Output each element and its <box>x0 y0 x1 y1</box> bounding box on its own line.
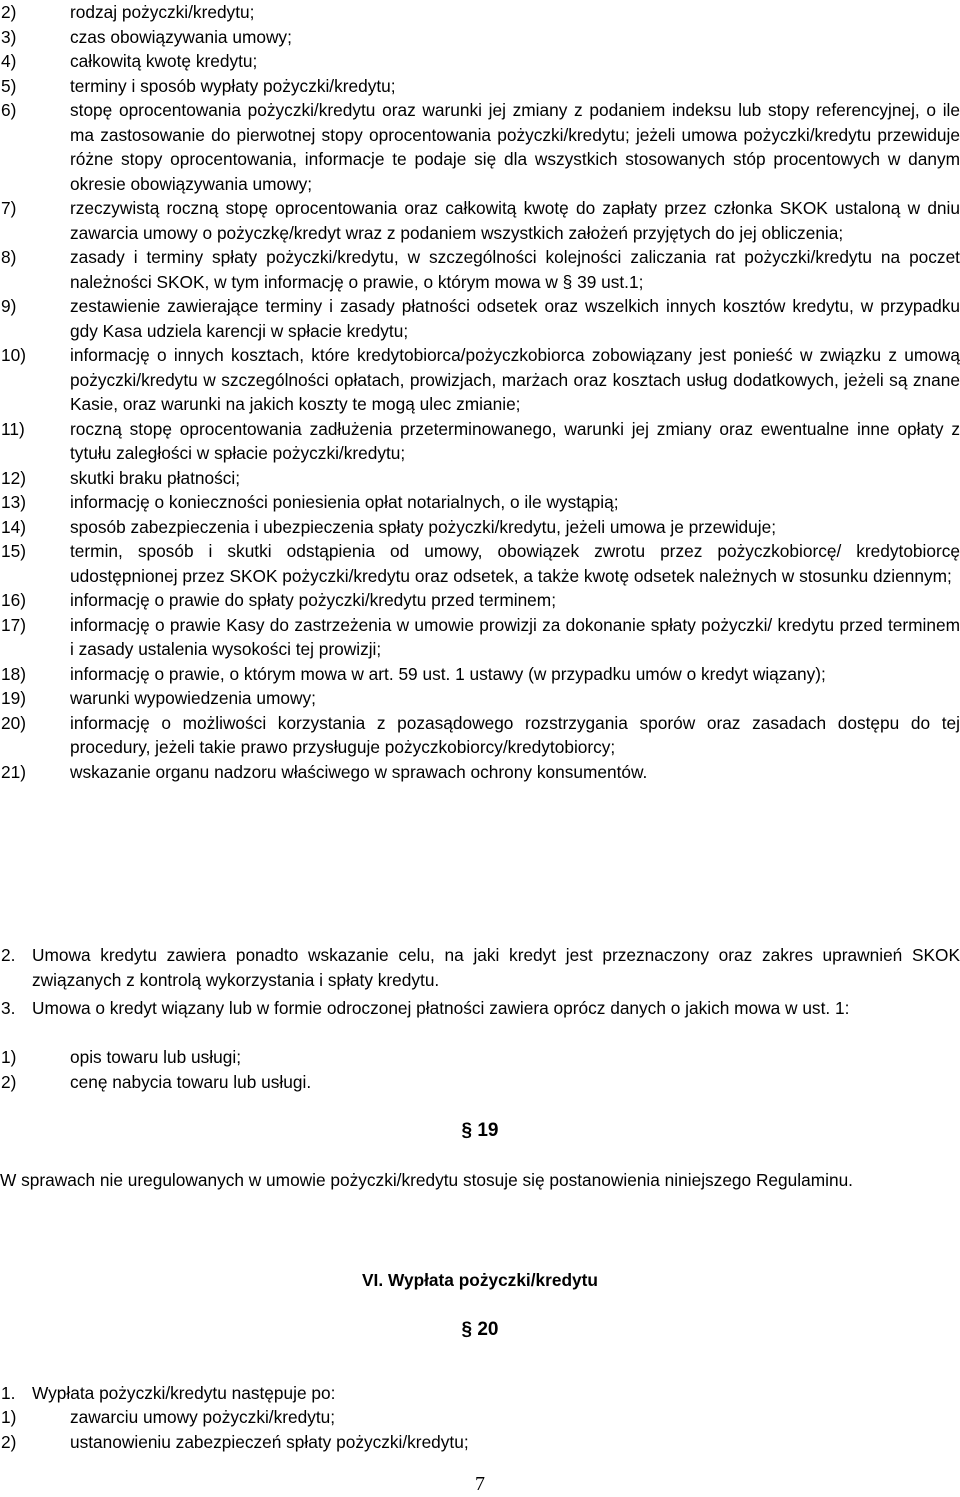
item-number: 7) <box>1 198 17 218</box>
list-item <box>0 686 960 711</box>
point-text: Wypłata pożyczki/kredytu następuje po: <box>32 1383 336 1403</box>
point-20-1 <box>0 1381 960 1406</box>
item-text: informację o możliwości korzystania z pozasądowego rozstrzygania sporów oraz zasadach dostępu do tej procedury, jeżeli takie prawo przysługuje pożyczkobiorcy/kredytobiorcy; <box>70 712 960 757</box>
list-item <box>0 1070 960 1095</box>
item-number: 11) <box>1 418 25 439</box>
item-number: 14) <box>1 516 26 537</box>
item-number: 3) <box>1 26 17 47</box>
item-text: całkowitą kwotę kredytu; <box>70 51 258 71</box>
list-item <box>0 245 960 294</box>
list-item <box>0 98 960 196</box>
item-number: 16) <box>1 590 26 610</box>
list-item <box>0 490 960 515</box>
item-text: czas obowiązywania umowy; <box>70 26 292 47</box>
item-number: 19) <box>1 688 26 708</box>
item-number: 2) <box>1 1431 17 1452</box>
list-item <box>0 613 960 662</box>
list-item <box>0 588 960 613</box>
list-item <box>0 1045 960 1070</box>
list-item <box>0 25 960 50</box>
list-c <box>0 1405 960 1454</box>
item-text: informację o konieczności poniesienia opłat notarialnych, o ile wystąpią; <box>70 492 619 512</box>
item-number: 20) <box>1 712 26 733</box>
item-text: rodzaj pożyczki/kredytu; <box>70 2 255 22</box>
list-item <box>0 0 960 25</box>
point-number: 1. <box>1 1383 16 1403</box>
list-item <box>0 74 960 99</box>
point-3 <box>0 996 960 1021</box>
item-text: zasady i terminy spłaty pożyczki/kredytu, w szczególności kolejności zaliczania rat pożyczki/kredytu na poczet należności SKOK, w tym informację o prawie, o którym mowa w § 39 ust.1; <box>70 247 960 292</box>
point-number: 2. <box>1 945 16 965</box>
list-item <box>0 294 960 343</box>
item-text: zawarciu umowy pożyczki/kredytu; <box>70 1407 336 1427</box>
item-number: 9) <box>1 296 17 316</box>
item-number: 21) <box>1 761 26 782</box>
item-number: 1) <box>1 1047 17 1067</box>
item-text: informację o innych kosztach, które kredytobiorca/pożyczkobiorca zobowiązany jest ponieść w związku z umową pożyczki/kredytu w szczególności opłatach, prowizjach, marżach oraz kosztach usług dodatkowych, jeżeli są znane Kasie, oraz warunki na jakich koszty te mogą ulec zmianie; <box>70 345 960 414</box>
point-number: 3. <box>1 998 16 1018</box>
item-text: zestawienie zawierające terminy i zasady płatności odsetek oraz wszelkich innych kosztów kredytu, w przypadku gdy Kasa udziela karencji w spłacie kredytu; <box>70 296 960 341</box>
list-item <box>0 343 960 417</box>
item-text: informację o prawie Kasy do zastrzeżenia w umowie prowizji za dokonanie spłaty pożyczki/ kredytu przed terminem i zasady ustalenia wysokości tej prowizji; <box>70 614 960 659</box>
item-number: 17) <box>1 614 26 635</box>
list-b <box>0 1045 960 1094</box>
list-item <box>0 515 960 540</box>
item-text: ustanowieniu zabezpieczeń spłaty pożyczki/kredytu; <box>70 1431 469 1452</box>
item-number: 6) <box>1 100 17 120</box>
section-19-paragraph: W sprawach nie uregulowanych w umowie pożyczki/kredytu stosuje się postanowienia niniejszego Regulaminu. <box>0 1170 853 1190</box>
list-item <box>0 662 960 687</box>
item-number: 5) <box>1 75 17 96</box>
section-19-heading: § 19 <box>461 1120 499 1141</box>
item-text: wskazanie organu nadzoru właściwego w sprawach ochrony konsumentów. <box>70 761 648 782</box>
list-item <box>0 1405 960 1430</box>
list-item <box>0 760 960 785</box>
item-text: opis towaru lub usługi; <box>70 1047 241 1067</box>
list-item <box>0 196 960 245</box>
point-2 <box>0 943 960 992</box>
item-number: 2) <box>1 2 17 22</box>
list-item <box>0 1430 960 1455</box>
chapter-title: VI. Wypłata pożyczki/kredytu <box>362 1270 598 1290</box>
item-number: 15) <box>1 541 26 561</box>
item-number: 13) <box>1 492 26 512</box>
item-text: termin, sposób i skutki odstąpienia od umowy, obowiązek zwrotu przez pożyczkobiorcę/ kredytobiorcę udostępnionej przez SKOK pożyczki/kredytu oraz odsetek, a także kwotę odsetek należnych w stosunku dziennym; <box>70 541 960 586</box>
item-number: 2) <box>1 1071 17 1092</box>
point-text: Umowa o kredyt wiązany lub w formie odroczonej płatności zawiera oprócz danych o jakich mowa w ust. 1: <box>32 998 850 1018</box>
item-number: 10) <box>1 345 26 365</box>
item-text: sposób zabezpieczenia i ubezpieczenia spłaty pożyczki/kredytu, jeżeli umowa je przewiduje; <box>70 516 777 537</box>
page-number: 7 <box>475 1473 485 1495</box>
item-number: 12) <box>1 467 26 488</box>
item-text: stopę oprocentowania pożyczki/kredytu oraz warunki jej zmiany z podaniem indeksu lub stopy referencyjnej, o ile ma zastosowanie do pierwotnej stopy oprocentowania pożyczki/kredytu; jeżeli umowa pożyczki/kredytu przewiduje różne stopy oprocentowania, informacje te podaje się dla wszystkich stosowanych stóp procentowych w danym okresie obowiązywania umowy; <box>70 100 960 194</box>
item-text: terminy i sposób wypłaty pożyczki/kredytu; <box>70 75 396 96</box>
item-text: cenę nabycia towaru lub usługi. <box>70 1071 312 1092</box>
item-number: 1) <box>1 1407 17 1427</box>
item-number: 4) <box>1 51 17 71</box>
item-text: informację o prawie, o którym mowa w art. 59 ust. 1 ustawy (w przypadku umów o kredyt wiązany); <box>70 663 826 684</box>
item-text: warunki wypowiedzenia umowy; <box>70 688 316 708</box>
list-item <box>0 417 960 466</box>
item-text: rzeczywistą roczną stopę oprocentowania oraz całkowitą kwotę do zapłaty przez członka SKOK ustaloną w dniu zawarcia umowy o pożyczkę/kredyt wraz z podaniem wszystkich założeń przyjętych do jej obliczenia; <box>70 198 960 243</box>
list-item <box>0 466 960 491</box>
point-text: Umowa kredytu zawiera ponadto wskazanie celu, na jaki kredyt jest przeznaczony oraz zakres uprawnień SKOK związanych z kontrolą wykorzystania i spłaty kredytu. <box>32 945 960 990</box>
item-number: 18) <box>1 663 26 684</box>
item-text: skutki braku płatności; <box>70 467 241 488</box>
list-item <box>0 49 960 74</box>
item-text: informację o prawie do spłaty pożyczki/kredytu przed terminem; <box>70 590 556 610</box>
item-text: roczną stopę oprocentowania zadłużenia przeterminowanego, warunki jej zmiany oraz ewentualne inne opłaty z tytułu zaległości w spłacie pożyczki/kredytu; <box>70 418 960 463</box>
list-item <box>0 539 960 588</box>
item-number: 8) <box>1 247 17 267</box>
section-20-heading: § 20 <box>461 1319 499 1340</box>
list-item <box>0 711 960 760</box>
